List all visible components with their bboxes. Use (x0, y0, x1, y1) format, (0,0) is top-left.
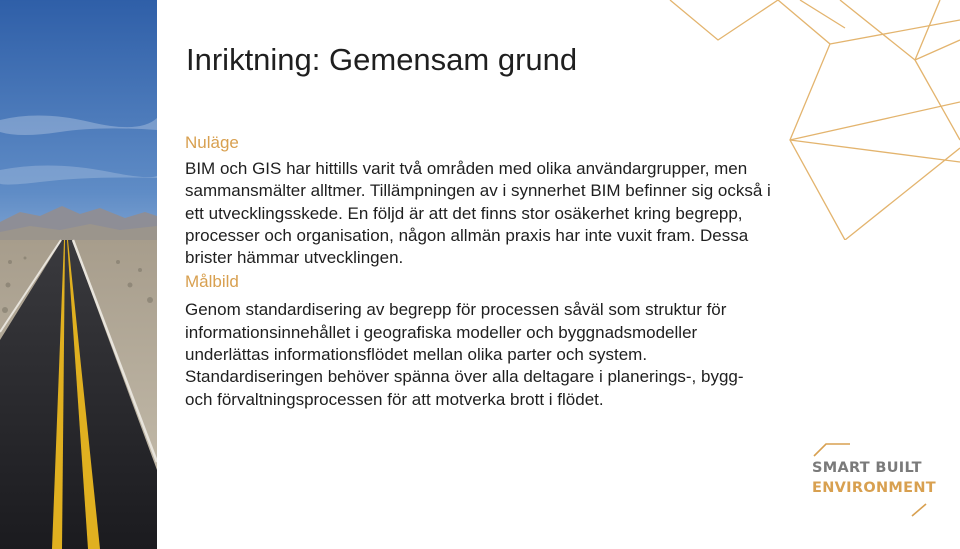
section-body-nulage: BIM och GIS har hittills varit två områden med olika användargrupper, men sammansmälter alltmer. Tillämpningen av i synnerhet BIM befinner sig också i ett utvecklingsskede. En följd är att det finns stor osäkerhet kring begrepp, processer och organisation, någon allmän praxis har inte vuxit fram. Dessa brister hämmar utvecklingen. (185, 159, 771, 268)
road-photo (0, 0, 157, 549)
logo-text-line1: SMART BUILT (812, 460, 922, 476)
section-heading-malbild: Målbild (185, 272, 239, 292)
logo-chevron-top-icon (812, 440, 852, 458)
slide-content (185, 132, 775, 411)
slide-title: Inriktning: Gemensam grund (186, 42, 578, 77)
section-body-malbild: Genom standardisering av begrepp för processen såväl som struktur för informationsinnehållet i geografiska modeller och byggnadsmodeller underlättas informationsflödet mellan olika parter och system. Standardiseringen behöver spänna över alla deltagare i planerings-, bygg- och förvaltningsprocessen för att motverka brott i flödet. (185, 300, 744, 409)
logo-chevron-bottom-icon (910, 502, 930, 518)
smart-built-environment-logo (810, 440, 940, 520)
logo-text-line2: ENVIRONMENT (812, 480, 936, 496)
section-heading-nulage: Nuläge (185, 133, 239, 152)
